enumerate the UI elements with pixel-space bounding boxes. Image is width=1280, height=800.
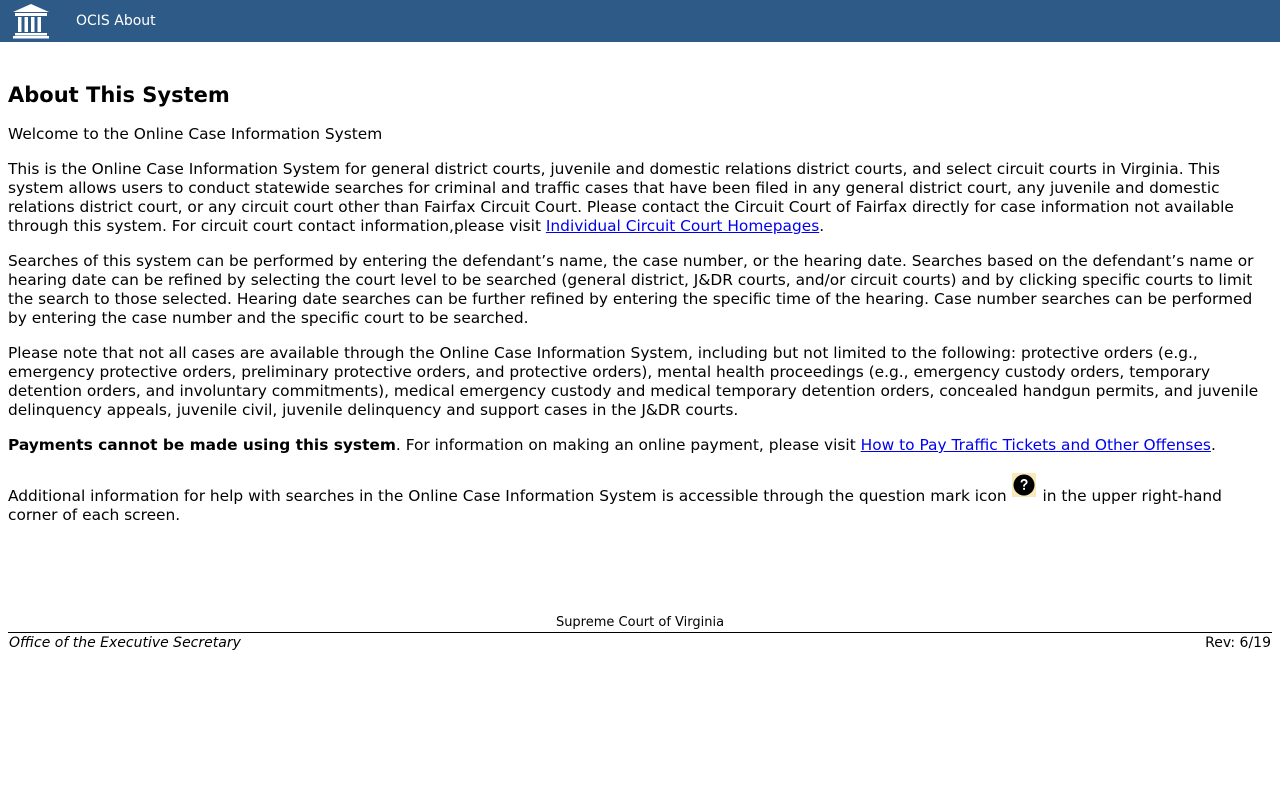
app-title: OCIS About (76, 13, 156, 29)
payments-paragraph (8, 436, 1272, 455)
payments-notice: Payments cannot be made using this system (8, 436, 396, 454)
help-paragraph (8, 479, 1272, 525)
help-text-after: in the upper right-hand corner of each screen. (8, 487, 1222, 524)
question-mark-icon (1012, 473, 1036, 497)
courthouse-icon[interactable] (12, 3, 50, 39)
page-title: About This System (8, 83, 230, 107)
payments-end: . (1210, 436, 1216, 454)
how-to-pay-link[interactable]: How to Pay Traffic Tickets and Other Offenses (860, 436, 1211, 454)
footer-divider (8, 632, 1272, 633)
circuit-court-homepages-link[interactable]: Individual Circuit Court Homepages (545, 217, 820, 235)
header-bar (0, 0, 1280, 42)
intro-text: This is the Online Case Information System for general district courts, juvenile and domestic relations district courts, and select circuit courts in Virginia. This system allows users to conduct statewide searches for criminal and traffic cases that have been filed in any general district court, any juvenile and domestic relations district court, or any circuit court other than Fairfax Circuit Court. Please contact the Circuit Court of Fairfax directly for case information not available through this system. For circuit court contact information,please visit (8, 160, 1234, 235)
availability-paragraph: Please note that not all cases are available through the Online Case Information System, including but not limited to the following: protective orders (e.g., emergency protective orders, preliminary protective orders, and protective orders), mental health proceedings (e.g., emergency custody orders, temporary detention orders, and involuntary commitments), medical emergency custody and medical temporary detention orders, concealed handgun permits, and juvenile delinquency appeals, juvenile civil, juvenile delinquency and support cases in the J&DR courts. (8, 344, 1259, 419)
help-text-before: Additional information for help with searches in the Online Case Information System is accessible through the question mark icon (8, 487, 1012, 505)
footer-court-name: Supreme Court of Virginia (555, 615, 725, 630)
intro-paragraph (8, 160, 1272, 236)
footer-revision: Rev: 6/19 (1205, 635, 1271, 651)
intro-end: . (819, 217, 825, 235)
footer-office-name: Office of the Executive Secretary (9, 635, 241, 651)
welcome-text: Welcome to the Online Case Information System (8, 125, 383, 143)
search-paragraph: Searches of this system can be performed by entering the defendant’s name, the case number, or the hearing date. Searches based on the defendant’s name or hearing date can be refined by selecting the court level to be searched (general district, J&DR courts, and/or circuit courts) and by clicking specific courts to limit the search to those selected. Hearing date searches can be further refined by entering the specific time of the hearing. Case number searches can be performed by entering the case number and the specific court to be searched. (8, 252, 1254, 327)
payments-text: . For information on making an online payment, please visit (395, 436, 861, 454)
main-content (8, 82, 1272, 541)
